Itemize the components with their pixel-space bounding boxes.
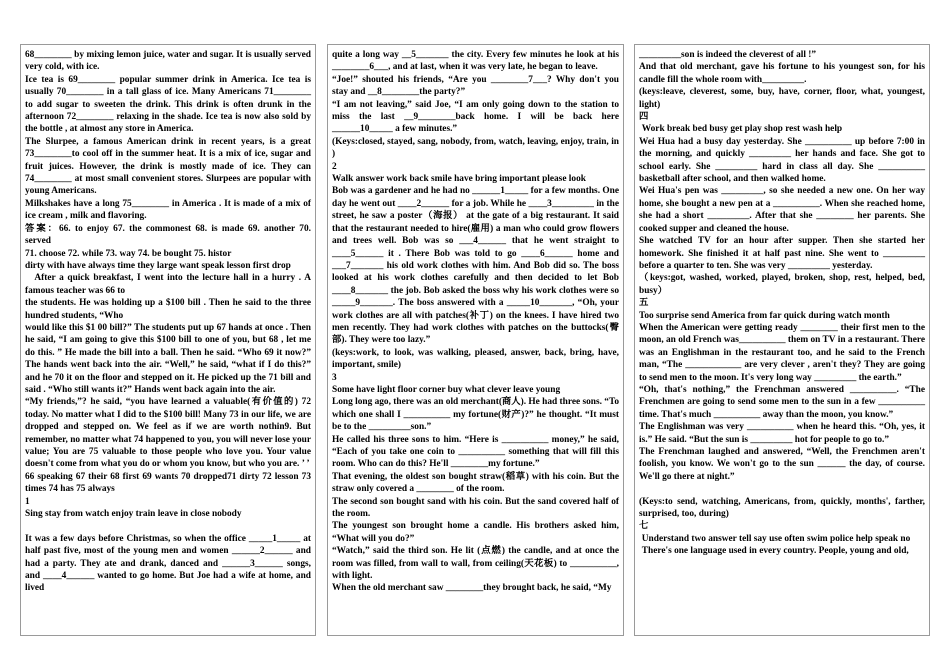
paragraph: She watched TV for an hour after supper. Then she started her homework. She finished it at half past nine. She went to _________ before a quarter to ten. She was very _________ yesterday. (639, 236, 928, 271)
paragraph: When the old merchant saw ________they brought back, he said, “My (332, 583, 612, 594)
paragraph: There's one language used in every country. People, young and old, (641, 546, 909, 557)
answer-key: (Keys:to send, watching, Americans, from, quickly, months', farther, surprised, too, during) (639, 496, 928, 520)
section-number: 四 (639, 112, 649, 123)
word-bank: Some have light floor corner buy what clever leave young (332, 384, 561, 395)
text-column-left (20, 44, 316, 636)
section-number: 3 (332, 372, 337, 383)
section-number: 七 (639, 521, 649, 532)
paragraph: _________son is indeed the cleverest of all !” (639, 50, 817, 60)
paragraph: Milkshakes have a long 75________ in America . It is made of a mix of ice cream , milk and flavoring. (25, 198, 314, 222)
paragraph: The second son bought sand with his coin. But the sand covered half of the room. (332, 496, 622, 520)
answer-key: 66 speaking 67 their 68 first 69 wants 70 dropped71 dirty 72 lesson 73 times 74 has 75 always (25, 471, 314, 495)
paragraph: Wei Hua had a busy day yesterday. She __________ up before 7:00 in the morning, and quickly _________ her hands and face. She got to school early. She _________ hard in class all day. She __________ basketball after school, and then walked home. (639, 136, 928, 185)
paragraph: 68________ by mixing lemon juice, water and sugar. It is usually served very cold, with ice. (25, 50, 314, 73)
answer-key: （keys:got, washed, worked, played, broken, shop, rest, helped, bed, busy） (639, 273, 928, 296)
paragraph: “Watch,” said the third son. He lit (点燃) the candle, and at once the room was filled, from wall to wall, from ceiling(天花板) to __________, with light. (332, 546, 622, 582)
paragraph: the students. He was holding up a $100 bill . Then he said to the three hundred students, “Who (25, 298, 314, 321)
answer-key: (Keys:closed, stayed, sang, nobody, from, watch, leaving, enjoy, train, in ) (332, 136, 622, 160)
word-bank: Work break bed busy get play shop rest wash help (641, 124, 843, 135)
paragraph: Bob was a gardener and he had no ______1_____ for a few months. One day he went out ____2______ for a job. While he ____3_________ in the street, he saw a poster（海报） at the gate of a big restaurant. It said that the restaurant needed to hire(雇用) a man who could grow flowers and trees well. Bob was so ___4______ that he went straight to ____5______ it . There Bob was told to go ____6______ home and ___7_______ his old work clothes with him. And Bob did so. The boss looked at his work clothes carefully and then decided to let Bob ____8_______ the job. Bob asked the boss why his work clothes were so _____9_______. The boss answered with a _____10_______, “Oh, your work clothes are all with patches(补丁) on the knees. I have hired two men recently. They had work clothes with patches on the buttocks(臀部). They were too lazy.” (332, 186, 622, 346)
blank-line (25, 520, 311, 532)
word-bank: dirty with have always time they large want speak lesson first drop (25, 260, 291, 271)
paragraph: “I am not leaving,” said Joe, “I am only going down to the station to miss the last __9________back home. I will be back here ______10_____ a few minutes.” (332, 99, 622, 135)
section-number: 2 (332, 161, 337, 172)
paragraph: After a quick breakfast, I went into the lecture hall in a hurry . A famous teacher was 66 to (25, 273, 314, 296)
paragraph: Wei Hua's pen was _________, so she needed a new one. On her way home, she bought a new pen at a __________. When she reached home, she had a short _________. After that she ________ her parents. She cooked supper and cleaned the house. (639, 186, 928, 234)
word-bank: Too surprise send America from far quick during watch month (639, 310, 890, 321)
word-bank: Sing stay from watch enjoy train leave in close nobody (25, 509, 242, 520)
answer-key: (keys:work, to look, was walking, pleased, answer, back, bring, have, important, smile) (332, 347, 622, 371)
paragraph: Long long ago, there was an old merchant(商人). He had three sons. “To which one shall I __________ my fortune(财产)?” he thought. “It must be to the _________son.” (332, 397, 622, 433)
paragraph: “Joe!” shouted his friends, “Are you ________7___? Why don't you stay and __8________the party?” (332, 74, 622, 98)
text-column-right (634, 44, 930, 636)
paragraph: “My friends,”? he said, “you have learned a valuable(有价值的) 72 today. No matter what I did to the $100 bill! Many 73 in our life, we are dropped and stepped on. We feel as if we are worth nothin9. But remember, no matter what 74 happened to you, you will never lose your value; You are 75 valuable to those people who love you. Your value doesn't come from what you do or whom you know, but who you are. ’ ’ (25, 397, 314, 470)
paragraph: He called his three sons to him. “Here is __________ money,” he said, “Each of you take one coin to __________ something that will fill this room. Who can do this? He'll ________my fortune.” (332, 434, 622, 470)
answer-key: (keys:leave, cleverest, some, buy, have, corner, floor, what, youngest, light) (639, 87, 928, 110)
answer-key: 71. choose 72. while 73. way 74. be bought 75. histor (25, 248, 232, 259)
paragraph: The Englishman was very __________ when he heard this. “Oh, yes, it is.” He said. “But the sun is _________ hot for people to go to.” (639, 422, 928, 445)
answer-key: 答案：66. to enjoy 67. the commonest 68. is made 69. another 70. served (25, 223, 314, 247)
paragraph: quite a long way __5_______ the city. Every few minutes he look at his ________6___, and at last, when it was very late, he began to leave. (332, 50, 622, 73)
paragraph: would like this $1 00 bill?” The students put up 67 hands at once . Then he said, “I am going to give this $100 bill to one of you, but 68 , let me do this. ” He made the bill into a ball. Then he said. “Who 69 it now?” The hands went back into the air. “Well,” he said, “what if I do this?” and he 70 it on the floor and stepped on it. He picked up the 71 bill and said . “Who still wants it?” Hands went back again into the air. (25, 322, 314, 395)
paragraph: “Oh, that's nothing,” the Frenchman answered __________. “The Frenchmen are going to send some men to the sun in a few __________ time. That's much __________ away than the moon, you know.” (639, 384, 928, 420)
word-bank: Walk answer work back smile have bring important please look (332, 174, 586, 185)
section-number: 1 (25, 496, 30, 507)
paragraph: The Slurpee, a famous American drink in recent years, is a great 73________to cool off in the summer heat. It is a mix of ice, sugar and fruit juices. However, the drink is mostly made of ice. They can 74________ at most small convenient stores. Slurpees are popular with young Americans. (25, 136, 314, 197)
paragraph: It was a few days before Christmas, so when the office _____1_____ at half past five, most of the young men and women ______2______ and had a party. They ate and drank, danced and ______3______ songs, and ____4______ wanted to go home. But Joe had a wife at home, and lived (25, 533, 314, 594)
section-number: 五 (639, 298, 649, 309)
text-column-middle (327, 44, 624, 636)
blank-line (639, 483, 925, 495)
paragraph: The Frenchman laughed and answered, “Well, the Frenchmen aren't foolish, you know. We won't go to the sun ______ the day, of course. We'll go there at night.” (639, 447, 928, 482)
paragraph: That evening, the oldest son bought straw(稻草) with his coin. But the straw only covered a ________ of the room. (332, 471, 622, 495)
paragraph: Ice tea is 69________ popular summer drink in America. Ice tea is usually 70________ in a tall glass of ice. Many Americans 71________ to add sugar to sweeten the drink. This drink is often drunk in the afternoon 72________ relaxing in the shade. Ice tea is now also sold by the bottle , at almost any store in America. (25, 74, 314, 135)
paragraph: The youngest son brought home a candle. His brothers asked him, “What will you do?” (332, 521, 622, 544)
paragraph: And that old merchant, gave his fortune to his youngest son, for his candle fill the whole room with_________. (639, 62, 928, 85)
word-bank: Understand two answer tell say use often swim police help speak no (641, 533, 911, 544)
paragraph: When the American were getting ready ________ their first men to the moon, an old French was__________ them on TV in a restaurant. There was an Englishman in the restaurant too, and he said to the French man, “The ____________ are very clever , aren't they? They are going to send men to the moon. It's very long way _________ the earth.” (639, 322, 928, 383)
